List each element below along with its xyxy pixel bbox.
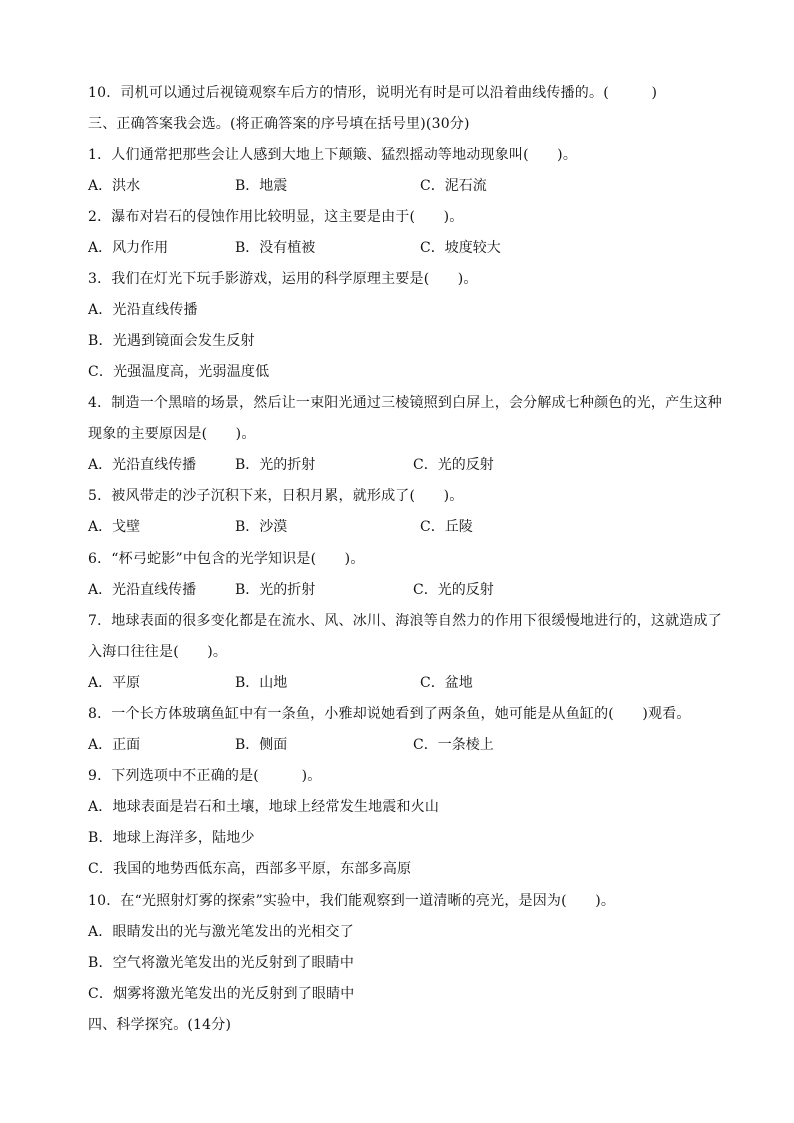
question-6-option-c: C．光的反射 [413,582,494,598]
question-8: 8．一个长方体玻璃鱼缸中有一条鱼，小雅却说她看到了两条鱼，她可能是从鱼缸的( )观看。 [88,706,691,722]
question-7-line-1: 7．地球表面的很多变化都是在流水、风、冰川、海浪等自然力的作用下很缓慢地进行的，这就造成了 [88,613,722,629]
question-7-option-a: A．平原 [88,675,141,691]
question-8-option-c: C．一条棱上 [413,737,494,753]
question-3-option-c: C．光强温度高，光弱温度低 [88,364,270,380]
question-3-option-a: A．光沿直线传播 [88,302,198,318]
question-4-options [88,455,728,475]
question-4-option-c: C．光的反射 [413,457,494,473]
question-6-options [88,580,728,600]
section-3-heading: 三、正确答案我会选。(将正确答案的序号填在括号里)(30分) [88,116,470,132]
question-4-option-a: A．光沿直线传播 [88,457,197,473]
question-3: 3．我们在灯光下玩手影游戏，运用的科学原理主要是( )。 [88,271,478,287]
question-10-option-c: C．烟雾将激光笔发出的光反射到了眼睛中 [88,986,355,1002]
question-10-true-false: 10．司机可以通过后视镜观察车后方的情形，说明光有时是可以沿着曲线传播的。( ) [88,85,658,101]
question-8-option-b: B．侧面 [235,737,288,753]
question-8-option-a: A．正面 [88,737,141,753]
question-2-options [88,238,728,258]
question-7-option-c: C．盆地 [420,675,473,691]
question-5-options [88,517,728,537]
question-6-option-b: B．光的折射 [235,582,316,598]
question-7-line-2: 入海口往往是( )。 [88,644,228,660]
question-5-option-b: B．沙漠 [235,519,288,535]
question-9-option-a: A．地球表面是岩石和土壤，地球上经常发生地震和火山 [88,799,440,815]
question-2: 2．瀑布对岩石的侵蚀作用比较明显，这主要是由于( )。 [88,209,464,225]
question-4-line-2: 现象的主要原因是( )。 [88,426,256,442]
question-9-option-c: C．我国的地势西低东高，西部多平原，东部多高原 [88,861,412,877]
question-1: 1．人们通常把那些会让人感到大地上下颠簸、猛烈摇动等地动现象叫( )。 [88,147,578,163]
question-1-option-b: B．地震 [235,178,288,194]
question-9: 9．下列选项中不正确的是( )。 [88,768,322,784]
question-3-option-b: B．光遇到镜面会发生反射 [88,333,255,349]
question-4-line-1: 4．制造一个黑暗的场景，然后让一束阳光通过三棱镜照到白屏上，会分解成七种颜色的光，产生这种 [88,395,722,411]
question-6: 6．“杯弓蛇影”中包含的光学知识是( )。 [88,551,365,567]
question-9-option-b: B．地球上海洋多，陆地少 [88,830,255,846]
question-7-option-b: B．山地 [235,675,288,691]
question-5: 5．被风带走的沙子沉积下来，日积月累，就形成了( )。 [88,488,464,504]
question-2-option-a: A．风力作用 [88,240,169,256]
question-10-option-b: B．空气将激光笔发出的光反射到了眼睛中 [88,955,355,971]
question-1-options [88,176,728,196]
question-1-option-c: C．泥石流 [420,178,487,194]
question-2-option-c: C．坡度较大 [420,240,501,256]
question-5-option-c: C．丘陵 [420,519,473,535]
question-10: 10．在“光照射灯雾的探索”实验中，我们能观察到一道清晰的亮光，是因为( )。 [88,893,616,909]
section-4-heading: 四、科学探究。(14分) [88,1017,232,1033]
question-8-options [88,735,728,755]
question-4-option-b: B．光的折射 [235,457,316,473]
question-6-option-a: A．光沿直线传播 [88,582,197,598]
question-7-options [88,673,728,693]
question-2-option-b: B．没有植被 [235,240,316,256]
question-1-option-a: A．洪水 [88,178,141,194]
question-10-option-a: A．眼睛发出的光与激光笔发出的光相交了 [88,924,354,940]
question-5-option-a: A．戈壁 [88,519,141,535]
